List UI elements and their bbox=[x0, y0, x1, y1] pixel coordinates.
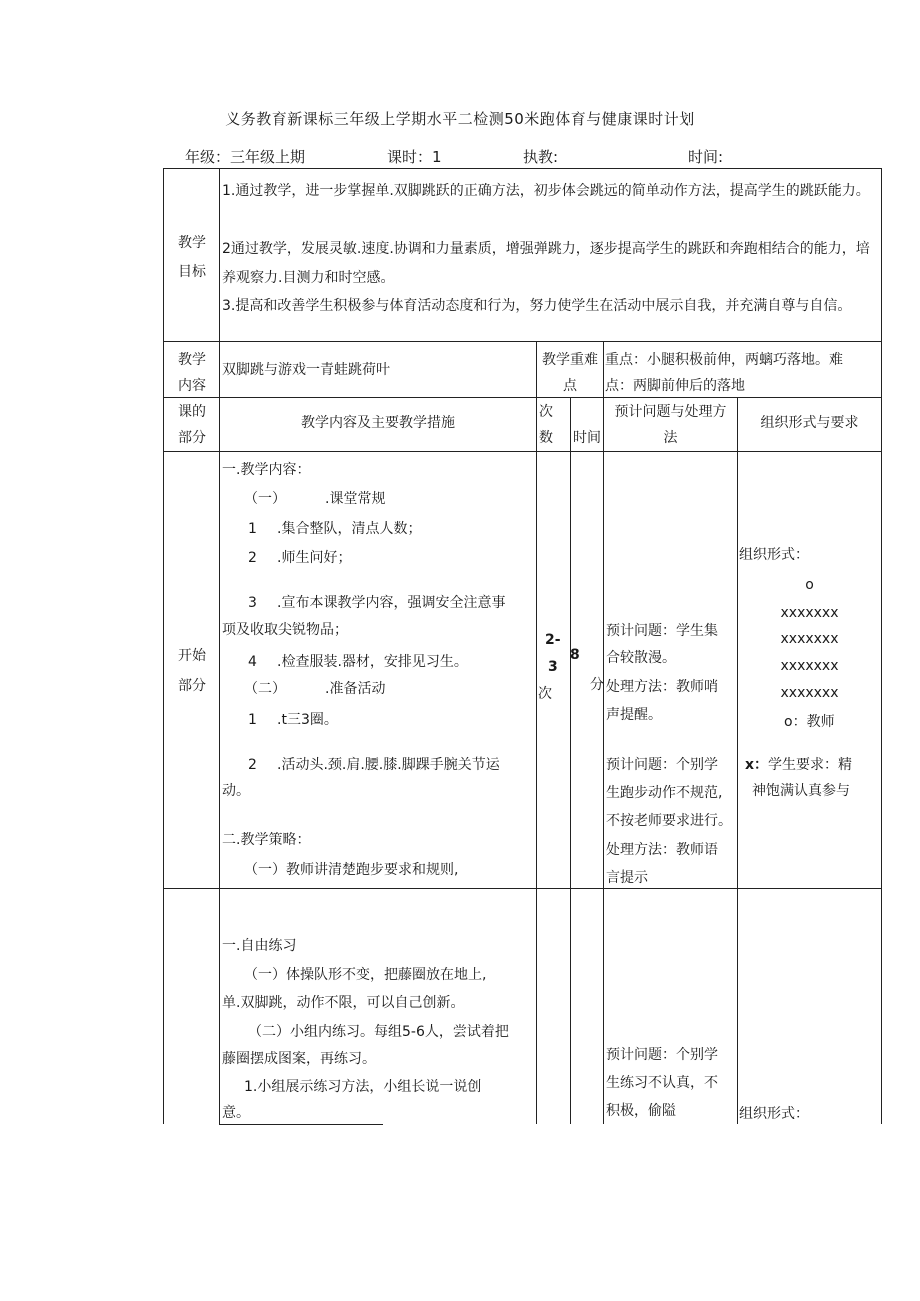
legend-student-text: 学生要求：精 bbox=[768, 757, 852, 773]
basic-line: 意。 bbox=[222, 1105, 250, 1121]
start-duration: 分 bbox=[590, 677, 604, 693]
start-part-label: 开始 bbox=[178, 648, 206, 664]
start-problem: 生跑步动作不规范, bbox=[606, 785, 723, 801]
header-times: 次 bbox=[539, 404, 553, 420]
grid-line bbox=[163, 888, 882, 889]
grid-line bbox=[219, 168, 220, 1124]
objective-item: 1.通过教学，进一步掌握单.双脚跳跃的正确方法，初步体会跳远的简单动作方法，提高学生的跳跃能力。 bbox=[222, 183, 870, 199]
start-line: 4 bbox=[248, 654, 257, 670]
basic-line: （二）小组内练习。每组5-6人，尝试着把 bbox=[248, 1024, 509, 1040]
grid-line bbox=[737, 397, 738, 1124]
objective-item: 2通过教学，发展灵敏.速度.协调和力量素质，增强弹跳力，逐步提高学生的跳跃和奔跑相结合的能力，培养观察力.目测力和时空感。 bbox=[222, 241, 870, 286]
start-line: 3 bbox=[248, 595, 257, 611]
objectives-label: 目标 bbox=[178, 264, 206, 280]
start-times: 2- bbox=[545, 632, 561, 648]
grid-line bbox=[881, 168, 882, 1124]
start-problem: 预计问题：个别学 bbox=[606, 757, 718, 773]
grid-line bbox=[219, 1124, 383, 1125]
start-line: 2 bbox=[248, 550, 257, 566]
basic-line: 藤圈摆成图案，再练习。 bbox=[222, 1051, 376, 1067]
basic-organization-label: 组织形式： bbox=[739, 1106, 809, 1122]
header-organization: 组织形式与要求 bbox=[760, 415, 859, 431]
basic-problem: 预计问题：个别学 bbox=[606, 1047, 718, 1063]
key-points-text: 重点：小腿积极前伸，两螭巧落地。难 bbox=[605, 352, 843, 368]
start-problem: 声提醒。 bbox=[606, 707, 662, 723]
start-line: 一.教学内容： bbox=[222, 462, 311, 478]
start-times: 3 bbox=[548, 659, 558, 675]
header-problems: 法 bbox=[663, 430, 678, 446]
start-line: 1 bbox=[248, 521, 257, 537]
start-line: （一）教师讲清楚跑步要求和规则, bbox=[244, 862, 459, 878]
student-formation-row: xxxxxxx bbox=[780, 631, 839, 647]
header-measures: 教学内容及主要教学措施 bbox=[301, 415, 455, 431]
start-line: .宣布本课教学内容，强调安全注意事 bbox=[277, 595, 506, 611]
start-line: .检查服装.器材，安排见习生。 bbox=[277, 654, 468, 670]
start-problem: 处理方法：教师哨 bbox=[606, 679, 718, 695]
basic-problem: 生练习不认真，不 bbox=[606, 1075, 718, 1091]
key-points-text: 点：两脚前伸后的落地 bbox=[605, 378, 745, 394]
start-times: 次 bbox=[538, 686, 552, 702]
grid-line bbox=[603, 341, 604, 397]
grid-line bbox=[163, 168, 164, 1124]
legend-teacher: o：教师 bbox=[784, 714, 835, 730]
organization-requirement: 神饱满认真参与 bbox=[752, 783, 850, 799]
grid-line bbox=[163, 341, 882, 342]
start-problem: 预计问题：学生集 bbox=[606, 623, 718, 639]
start-line: .t三3圈。 bbox=[277, 712, 338, 728]
start-line: 2 bbox=[248, 757, 257, 773]
student-formation-row: xxxxxxx bbox=[780, 658, 839, 674]
grid-line bbox=[163, 397, 882, 398]
student-formation-row: xxxxxxx bbox=[780, 605, 839, 621]
meta-grade: 年级：三年级上期 bbox=[185, 148, 306, 166]
teacher-position-mark: o bbox=[805, 577, 814, 593]
key-points-label: 教学重难 bbox=[542, 352, 598, 368]
page-title: 义务教育新课标三年级上学期水平二检测50米跑体育与健康课时计划 bbox=[225, 110, 695, 128]
objectives-label: 教学 bbox=[178, 235, 206, 251]
start-line: .准备活动 bbox=[325, 681, 386, 697]
header-times: 数 bbox=[539, 430, 553, 446]
basic-line: 单.双脚跳，动作不限，可以自己创新。 bbox=[222, 995, 465, 1011]
grid-line bbox=[603, 397, 604, 1124]
meta-teacher: 执教: bbox=[523, 148, 559, 166]
header-duration: 时间 bbox=[573, 430, 601, 446]
start-line: .集合整队，清点人数； bbox=[277, 521, 422, 537]
start-line: （一） bbox=[244, 491, 286, 507]
start-line: .活动头.颈.肩.腰.膝.脚踝手腕关节运 bbox=[277, 757, 500, 773]
objective-item: 3.提高和改善学生积极参与体育活动态度和行为，努力使学生在活动中展示自我，并充满自尊与自信。 bbox=[222, 298, 852, 314]
content-label: 内容 bbox=[178, 378, 206, 394]
basic-line: （一）体操队形不变，把藤圈放在地上, bbox=[244, 967, 487, 983]
start-problem: 合较散漫。 bbox=[606, 650, 676, 666]
start-duration: 8 bbox=[570, 647, 580, 663]
header-part: 部分 bbox=[178, 430, 206, 446]
start-line: .课堂常规 bbox=[325, 491, 386, 507]
basic-problem: 积极，偷隘 bbox=[606, 1103, 676, 1119]
start-line: 项及收取尖锐物品； bbox=[222, 622, 348, 638]
legend-student-key: x： bbox=[745, 757, 769, 773]
meta-time: 时间: bbox=[688, 148, 724, 166]
content-label: 教学 bbox=[178, 352, 206, 368]
student-formation-row: xxxxxxx bbox=[780, 685, 839, 701]
start-organization-label: 组织形式： bbox=[739, 547, 809, 563]
basic-line: 1.小组展示练习方法，小组长说一说创 bbox=[244, 1079, 482, 1095]
start-line: 动。 bbox=[222, 783, 250, 799]
grid-line bbox=[163, 451, 882, 452]
basic-line: 一.自由练习 bbox=[222, 938, 297, 954]
start-line: 1 bbox=[248, 712, 257, 728]
teaching-content: 双脚跳与游戏一青蛙跳荷叶 bbox=[222, 362, 390, 378]
start-line: （二） bbox=[244, 681, 286, 697]
grid-line bbox=[570, 397, 571, 1124]
header-problems: 预计问题与处理方 bbox=[614, 404, 727, 420]
grid-line bbox=[536, 397, 537, 1124]
start-problem: 不按老师要求进行。 bbox=[606, 813, 732, 829]
start-problem: 言提示 bbox=[606, 870, 648, 886]
start-part-label: 部分 bbox=[178, 678, 206, 694]
meta-lesson: 课时：1 bbox=[387, 148, 442, 166]
key-points-label: 点 bbox=[563, 378, 577, 394]
start-line: .师生问好； bbox=[277, 550, 352, 566]
start-problem: 处理方法：教师语 bbox=[606, 842, 718, 858]
start-line: 二.教学策略： bbox=[222, 832, 311, 848]
header-part: 课的 bbox=[178, 404, 206, 420]
grid-line bbox=[163, 168, 882, 169]
